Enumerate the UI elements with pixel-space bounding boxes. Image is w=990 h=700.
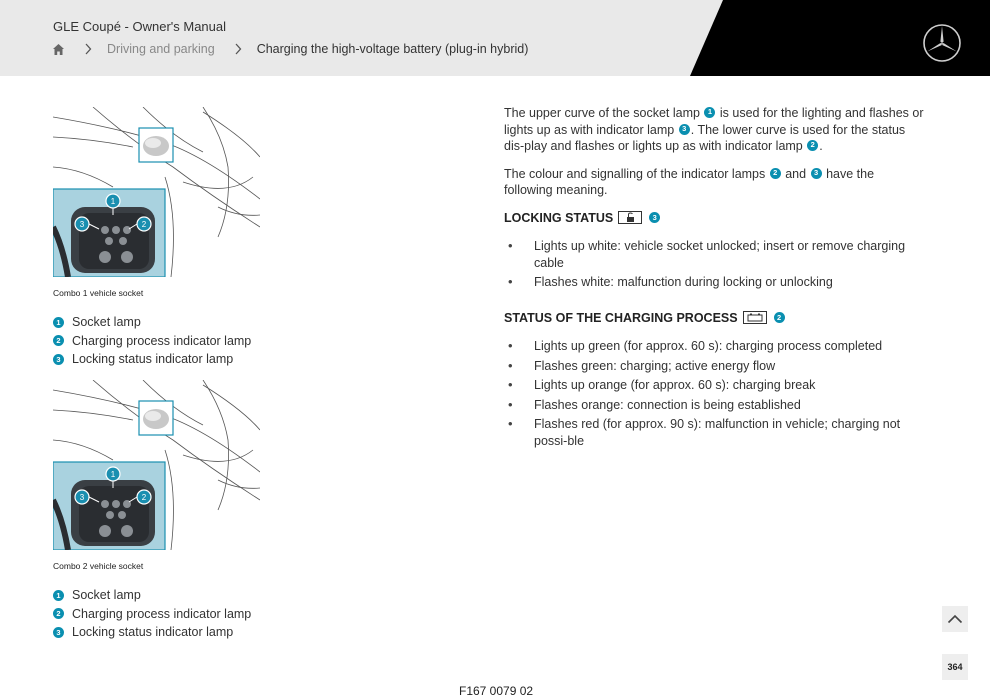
legend-item [53,623,251,642]
list-item: • Flashes red (for approx. 90 s): malfunction in vehicle; charging not possi-ble [504,416,924,449]
legend-label: Locking status indicator lamp [72,352,234,367]
intro-text: The colour and signalling of the indicator lamps [504,166,766,181]
combo2-socket-illustration [53,380,260,550]
breadcrumb-driving-and-parking[interactable]: Driving and parking [107,42,215,56]
svg-text:3: 3 [79,493,85,502]
section-title: STATUS OF THE CHARGING PROCESS [504,310,738,325]
meaning-paragraph [504,166,924,199]
figure-legend [53,313,251,369]
callout-number: 3 [53,627,64,638]
callout-number: 3 [649,212,660,223]
figure-legend [53,586,251,642]
callout-number: 2 [53,608,64,619]
legend-item [53,313,251,332]
page-number: 364 [942,654,968,680]
figure-caption: Combo 2 vehicle socket [53,561,144,571]
callout-number: 3 [53,354,64,365]
intro-paragraph [504,105,924,155]
content-column [504,105,924,452]
legend-label: Charging process indicator lamp [72,333,252,348]
callout-number: 1 [53,317,64,328]
list-item: • Lights up orange (for approx. 60 s): charging break [504,377,924,394]
page-header [0,0,990,76]
svg-text:3: 3 [79,220,85,229]
svg-text:2: 2 [141,493,147,502]
callout-number: 1 [704,107,715,118]
svg-text:1: 1 [110,470,116,479]
chevron-right-icon [234,43,242,55]
charging-status-heading [504,310,924,327]
legend-item [53,350,251,369]
list-item: • Flashes white: malfunction during locking or unlocking [504,274,924,291]
callout-number: 2 [53,335,64,346]
intro-text: and [785,166,807,181]
chevron-up-icon [947,614,963,624]
figure-caption: Combo 1 vehicle socket [53,288,144,298]
list-item: • Flashes orange: connection is being established [504,397,924,414]
section-title: LOCKING STATUS [504,210,614,225]
battery-icon [743,311,767,324]
home-icon[interactable] [52,43,65,56]
intro-text: . [819,139,823,153]
padlock-unlocked-icon [618,211,642,224]
callout-number: 2 [774,312,785,323]
figure-code: F167 0079 02 [459,684,534,698]
combo1-socket-illustration [53,107,260,277]
callout-number: 2 [770,168,781,179]
legend-item [53,332,251,351]
intro-text: The upper curve of the socket lamp [504,106,700,120]
locking-status-heading [504,210,924,227]
legend-item [53,586,251,605]
manual-title: GLE Coupé - Owner's Manual [53,19,227,34]
legend-item [53,605,251,624]
charging-status-list [504,338,924,449]
intro-text: . The lower curve is used for the status dis-play and flashes or lights up as with indicator lamp [504,122,906,153]
svg-text:2: 2 [141,220,147,229]
list-item: • Lights up white: vehicle socket unlocked; insert or remove charging cable [504,238,924,271]
legend-label: Socket lamp [72,315,141,330]
callout-number: 2 [807,140,818,151]
breadcrumb [52,42,528,56]
list-item: • Flashes green: charging; active energy flow [504,358,924,375]
callout-number: 3 [679,124,690,135]
intro-text: have the following meaning. [504,166,875,197]
intro-text: is used for the lighting and flashes or lights up as with indicator lamp [504,106,924,137]
legend-label: Socket lamp [72,588,141,603]
callout-number: 1 [53,590,64,601]
breadcrumb-current-page: Charging the high-voltage battery (plug-in hybrid) [256,42,529,56]
chevron-right-icon [84,43,92,55]
legend-label: Charging process indicator lamp [72,606,252,621]
scroll-to-top-button[interactable] [942,606,968,632]
mercedes-star-logo[interactable] [922,23,962,63]
list-item: • Lights up green (for approx. 60 s): charging process completed [504,338,924,355]
legend-label: Locking status indicator lamp [72,625,234,640]
locking-status-list [504,238,924,291]
svg-text:1: 1 [110,197,116,206]
callout-number: 3 [811,168,822,179]
